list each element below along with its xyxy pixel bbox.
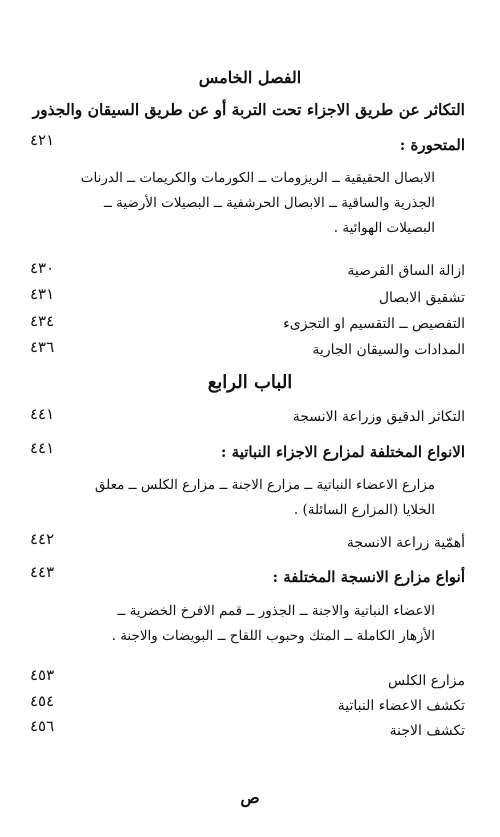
toc-entry: ازالة الساق القرصية: [347, 263, 465, 279]
page-number: ٤٥٣: [30, 666, 55, 684]
page-number: ٤٤١: [30, 439, 55, 457]
page-number: ٤٤٢: [30, 530, 55, 548]
subitem-line: الأزهار الكاملة ــ المتك وحبوب اللقاح ــ البويضات والاجنة .: [111, 628, 435, 644]
toc-heading: أنواع مزارع الانسجة المختلفة :: [272, 568, 465, 586]
toc-heading-cont: المتحورة :: [399, 136, 465, 154]
subitem-line: الاعضاء النباتية والاجنة ــ الجذور ــ قمم الافرخ الخضرية ــ: [117, 603, 435, 619]
toc-entry: التفصيص ــ التقسيم او التجزىء: [283, 316, 465, 332]
toc-entry: أهمّية زراعة الانسجة: [346, 535, 465, 551]
page-number: ٤٣٤: [30, 312, 55, 330]
part-title: الباب الرابع: [207, 372, 293, 393]
page-footer: ص: [240, 788, 260, 807]
toc-entry: المدادات والسيقان الجارية: [312, 342, 465, 358]
toc-entry: التكاثر الدقيق وزراعة الانسجة: [292, 409, 465, 425]
toc-subitems: [40, 473, 435, 523]
subitem-line: الابصال الحقيقية ــ الريزومات ــ الكورمات والكريمات ــ الدرنات: [80, 170, 435, 186]
page-number: ٤٣٠: [30, 259, 55, 277]
toc-entry: تكشف الاجنة: [389, 723, 465, 739]
toc-entry: مزارع الكلس: [387, 673, 465, 689]
chapter-title: الفصل الخامس: [198, 68, 302, 87]
toc-entry: تشقيق الابصال: [378, 290, 465, 306]
subitem-line: الخلايا (المزارع السائلة) .: [293, 502, 435, 518]
toc-subitems: [40, 599, 435, 649]
page-number: ٤٤٣: [30, 563, 55, 581]
subitem-line: مزارع الاعضاء النباتية ــ مزارع الاجنة ــ مزارع الكلس ــ معلق: [94, 477, 435, 493]
toc-heading: التكاثر عن طريق الاجزاء تحت التربة أو عن طريق السيقان والجذور: [32, 100, 465, 119]
toc-heading: الانواع المختلفة لمزارع الاجزاء النباتية :: [220, 443, 465, 461]
toc-entry: تكشف الاعضاء النباتية: [337, 698, 465, 714]
page-number: ٤٥٤: [30, 692, 55, 710]
toc-subitems: [40, 166, 435, 241]
subitem-line: البصيلات الهوائية .: [333, 220, 435, 236]
subitem-line: الجذرية والساقية ــ الابصال الحرشفية ــ البصيلات الأرضية ــ: [103, 195, 435, 211]
page-number: ٤٣١: [30, 285, 55, 303]
page-number: ٤٤١: [30, 405, 55, 423]
page-number: ٤٥٦: [30, 717, 55, 735]
page-number: ٤٢١: [30, 131, 55, 149]
page-number: ٤٣٦: [30, 338, 55, 356]
